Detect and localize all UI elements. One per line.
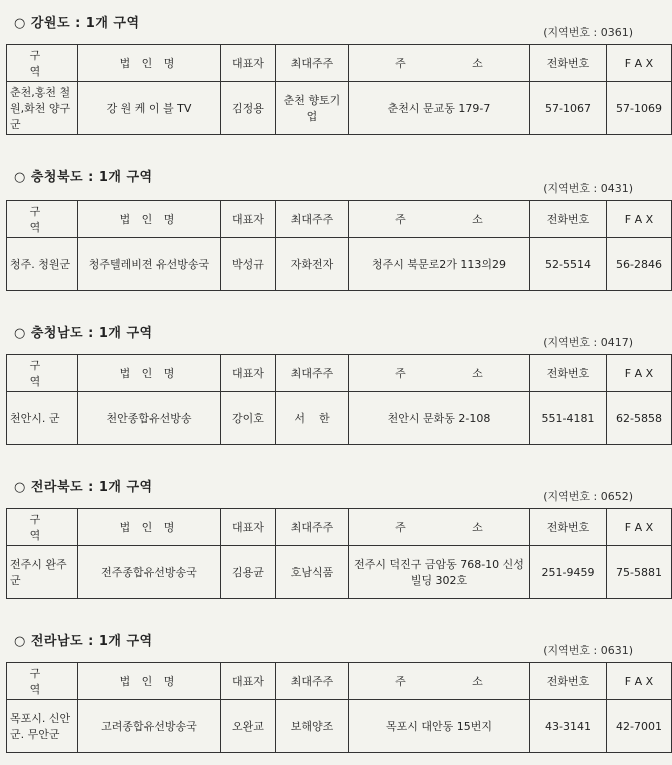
header-shareholder: 최대주주 xyxy=(276,201,349,238)
table-row xyxy=(7,392,672,445)
header-region: 구 역 xyxy=(7,45,78,82)
cell-rep: 박성규 xyxy=(221,238,276,291)
header-company: 법 인 명 xyxy=(78,201,221,238)
header-address: 주 소 xyxy=(349,201,530,238)
cell-shareholder: 자화전자 xyxy=(276,238,349,291)
header-phone: 전화번호 xyxy=(530,201,607,238)
header-rep: 대표자 xyxy=(221,45,276,82)
header-shareholder: 최대주주 xyxy=(276,663,349,700)
region-code: (지역번호 : 0652) xyxy=(543,490,633,503)
cell-address: 목포시 대안동 15번지 xyxy=(349,700,530,753)
header-rep: 대표자 xyxy=(221,509,276,546)
header-address: 주 소 xyxy=(349,355,530,392)
header-address: 주 소 xyxy=(349,509,530,546)
header-region: 구 역 xyxy=(7,355,78,392)
cell-shareholder: 서 한 xyxy=(276,392,349,445)
cell-fax: 56-2846 xyxy=(607,238,672,291)
header-phone: 전화번호 xyxy=(530,355,607,392)
cell-address: 춘천시 문교동 179-7 xyxy=(349,82,530,135)
cell-phone: 43-3141 xyxy=(530,700,607,753)
cell-region: 춘천,홍천 철원,화천 양구군 xyxy=(7,82,78,135)
section-title: ○ 충청북도 : 1개 구역 xyxy=(14,170,153,185)
header-rep: 대표자 xyxy=(221,663,276,700)
section-title: ○ 전라북도 : 1개 구역 xyxy=(14,480,153,495)
cell-rep: 김용균 xyxy=(221,546,276,599)
region-code: (지역번호 : 0417) xyxy=(543,336,633,349)
cell-region: 청주. 청원군 xyxy=(7,238,78,291)
broadcaster-table xyxy=(6,662,672,753)
table-header-row xyxy=(7,201,672,238)
header-company: 법 인 명 xyxy=(78,45,221,82)
header-shareholder: 최대주주 xyxy=(276,45,349,82)
section-title: ○ 전라남도 : 1개 구역 xyxy=(14,634,153,649)
cell-phone: 551-4181 xyxy=(530,392,607,445)
section-title: ○ 충청남도 : 1개 구역 xyxy=(14,326,153,341)
header-rep: 대표자 xyxy=(221,355,276,392)
table-header-row xyxy=(7,355,672,392)
header-region: 구 역 xyxy=(7,509,78,546)
region-code: (지역번호 : 0361) xyxy=(543,26,633,39)
cell-shareholder: 호남식품 xyxy=(276,546,349,599)
cell-rep: 강이호 xyxy=(221,392,276,445)
cell-region: 목포시. 신안군. 무안군 xyxy=(7,700,78,753)
header-shareholder: 최대주주 xyxy=(276,509,349,546)
cell-region: 전주시 완주군 xyxy=(7,546,78,599)
region-code: (지역번호 : 0631) xyxy=(543,644,633,657)
cell-company: 전주종합유선방송국 xyxy=(78,546,221,599)
header-phone: 전화번호 xyxy=(530,509,607,546)
header-address: 주 소 xyxy=(349,663,530,700)
cell-company: 강 원 케 이 블 TV xyxy=(78,82,221,135)
cell-address: 천안시 문화동 2-108 xyxy=(349,392,530,445)
table-row xyxy=(7,238,672,291)
cell-rep: 오완교 xyxy=(221,700,276,753)
table-row xyxy=(7,700,672,753)
broadcaster-table xyxy=(6,200,672,291)
cell-fax: 42-7001 xyxy=(607,700,672,753)
header-rep: 대표자 xyxy=(221,201,276,238)
table-row xyxy=(7,546,672,599)
region-code: (지역번호 : 0431) xyxy=(543,182,633,195)
broadcaster-table xyxy=(6,44,672,135)
header-fax: F A X xyxy=(607,663,672,700)
table-row xyxy=(7,82,672,135)
section-title: ○ 강원도 : 1개 구역 xyxy=(14,16,140,31)
broadcaster-table xyxy=(6,354,672,445)
header-fax: F A X xyxy=(607,201,672,238)
broadcaster-table xyxy=(6,508,672,599)
cell-address: 청주시 북문로2가 113의29 xyxy=(349,238,530,291)
cell-company: 고려종합유선방송국 xyxy=(78,700,221,753)
header-region: 구 역 xyxy=(7,201,78,238)
header-company: 법 인 명 xyxy=(78,509,221,546)
table-header-row xyxy=(7,45,672,82)
header-phone: 전화번호 xyxy=(530,663,607,700)
cell-phone: 57-1067 xyxy=(530,82,607,135)
cell-fax: 62-5858 xyxy=(607,392,672,445)
header-shareholder: 최대주주 xyxy=(276,355,349,392)
cell-phone: 251-9459 xyxy=(530,546,607,599)
cell-company: 청주텔레비젼 유선방송국 xyxy=(78,238,221,291)
header-address: 주 소 xyxy=(349,45,530,82)
table-header-row xyxy=(7,663,672,700)
header-company: 법 인 명 xyxy=(78,355,221,392)
cell-region: 천안시. 군 xyxy=(7,392,78,445)
cell-fax: 57-1069 xyxy=(607,82,672,135)
cell-rep: 김정용 xyxy=(221,82,276,135)
header-phone: 전화번호 xyxy=(530,45,607,82)
header-region: 구 역 xyxy=(7,663,78,700)
cell-shareholder: 보해양조 xyxy=(276,700,349,753)
cell-address: 전주시 덕진구 금암동 768-10 신성빌딩 302호 xyxy=(349,546,530,599)
header-fax: F A X xyxy=(607,355,672,392)
table-header-row xyxy=(7,509,672,546)
header-fax: F A X xyxy=(607,509,672,546)
cell-company: 천안종합유선방송 xyxy=(78,392,221,445)
cell-fax: 75-5881 xyxy=(607,546,672,599)
header-fax: F A X xyxy=(607,45,672,82)
header-company: 법 인 명 xyxy=(78,663,221,700)
cell-phone: 52-5514 xyxy=(530,238,607,291)
cell-shareholder: 춘천 향토기업 xyxy=(276,82,349,135)
